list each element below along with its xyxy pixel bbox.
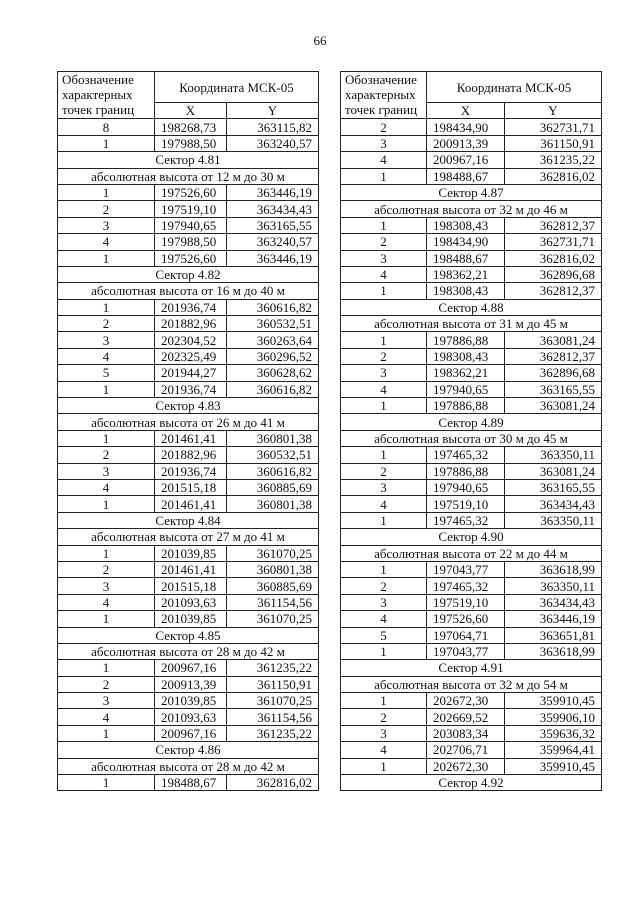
- y-coordinate: 360532,51: [227, 447, 319, 463]
- table-row: [58, 332, 319, 348]
- sector-row: [341, 414, 602, 430]
- sector-caption: абсолютная высота от 12 м до 30 м: [58, 168, 319, 184]
- x-coordinate: 197519,10: [427, 496, 505, 512]
- point-number: 1: [341, 643, 427, 659]
- sector-row: [341, 529, 602, 545]
- y-coordinate: 359636,32: [505, 725, 602, 741]
- sector-caption: Сектор 4.86: [58, 742, 319, 758]
- x-coordinate: 202325,49: [155, 348, 227, 364]
- sector-caption: Сектор 4.90: [341, 529, 602, 545]
- table-row: [341, 561, 602, 577]
- sector-caption: Сектор 4.92: [341, 775, 602, 791]
- y-coordinate: 363618,99: [505, 561, 602, 577]
- table-row: [58, 463, 319, 479]
- sector-caption: Сектор 4.81: [58, 152, 319, 168]
- table-row: [341, 463, 602, 479]
- header-y: Y: [505, 103, 602, 119]
- point-number: 1: [341, 758, 427, 774]
- table-row: [58, 365, 319, 381]
- point-number: 4: [341, 152, 427, 168]
- x-coordinate: 197940,65: [427, 479, 505, 495]
- y-coordinate: 362816,02: [227, 775, 319, 791]
- x-coordinate: 198362,21: [427, 266, 505, 282]
- point-number: 5: [341, 627, 427, 643]
- x-coordinate: 198434,90: [427, 119, 505, 135]
- x-coordinate: 201461,41: [155, 430, 227, 446]
- y-coordinate: 363350,11: [505, 447, 602, 463]
- sector-row: [341, 299, 602, 315]
- x-coordinate: 202672,30: [427, 758, 505, 774]
- table-row: [58, 545, 319, 561]
- x-coordinate: 197064,71: [427, 627, 505, 643]
- y-coordinate: 363446,19: [227, 250, 319, 266]
- table-row: [58, 578, 319, 594]
- table-row: [58, 348, 319, 364]
- sector-row: [58, 742, 319, 758]
- point-number: 2: [341, 234, 427, 250]
- y-coordinate: 359906,10: [505, 709, 602, 725]
- x-coordinate: 203083,34: [427, 725, 505, 741]
- sector-row: [341, 316, 602, 332]
- sector-row: [341, 775, 602, 791]
- x-coordinate: 197465,32: [427, 447, 505, 463]
- y-coordinate: 363165,55: [505, 479, 602, 495]
- sector-caption: абсолютная высота от 32 м до 46 м: [341, 201, 602, 217]
- sector-row: [58, 283, 319, 299]
- sector-caption: абсолютная высота от 30 м до 45 м: [341, 430, 602, 446]
- y-coordinate: 363651,81: [505, 627, 602, 643]
- point-number: 1: [341, 168, 427, 184]
- x-coordinate: 202672,30: [427, 693, 505, 709]
- sector-row: [341, 184, 602, 200]
- point-number: 1: [341, 693, 427, 709]
- table-row: [58, 725, 319, 741]
- table-row: [341, 348, 602, 364]
- y-coordinate: 361150,91: [227, 676, 319, 692]
- y-coordinate: 361235,22: [505, 152, 602, 168]
- y-coordinate: 363081,24: [505, 463, 602, 479]
- y-coordinate: 361150,91: [505, 135, 602, 151]
- point-number: 1: [58, 135, 155, 151]
- point-number: 5: [58, 365, 155, 381]
- x-coordinate: 201944,27: [155, 365, 227, 381]
- x-coordinate: 197526,60: [155, 184, 227, 200]
- table-row: [58, 217, 319, 233]
- y-coordinate: 360885,69: [227, 578, 319, 594]
- point-number: 1: [58, 611, 155, 627]
- x-coordinate: 201461,41: [155, 496, 227, 512]
- point-number: 1: [58, 545, 155, 561]
- x-coordinate: 200967,16: [155, 660, 227, 676]
- y-coordinate: 363618,99: [505, 643, 602, 659]
- x-coordinate: 198488,67: [155, 775, 227, 791]
- x-coordinate: 197519,10: [427, 594, 505, 610]
- y-coordinate: 361235,22: [227, 660, 319, 676]
- x-coordinate: 197886,88: [427, 463, 505, 479]
- table-row: [341, 693, 602, 709]
- x-coordinate: 201936,74: [155, 463, 227, 479]
- point-number: 1: [341, 398, 427, 414]
- table-row: [341, 578, 602, 594]
- point-number: 1: [58, 381, 155, 397]
- y-coordinate: 363081,24: [505, 398, 602, 414]
- y-coordinate: 360628,62: [227, 365, 319, 381]
- x-coordinate: 202706,71: [427, 742, 505, 758]
- sector-row: [58, 414, 319, 430]
- y-coordinate: 360616,82: [227, 381, 319, 397]
- table-row: [341, 447, 602, 463]
- header-point-label: Обозначение характерных точек границ: [58, 72, 155, 119]
- y-coordinate: 360263,64: [227, 332, 319, 348]
- table-row: [341, 168, 602, 184]
- table-row: [341, 758, 602, 774]
- y-coordinate: 361154,56: [227, 594, 319, 610]
- point-number: 4: [341, 742, 427, 758]
- x-coordinate: 198308,43: [427, 283, 505, 299]
- sector-caption: абсолютная высота от 32 м до 54 м: [341, 676, 602, 692]
- x-coordinate: 200913,39: [155, 676, 227, 692]
- coordinates-table-right: [340, 71, 602, 791]
- y-coordinate: 360885,69: [227, 479, 319, 495]
- sector-row: [58, 398, 319, 414]
- point-number: 1: [341, 217, 427, 233]
- table-row: [341, 283, 602, 299]
- point-number: 2: [58, 316, 155, 332]
- sector-caption: Сектор 4.88: [341, 299, 602, 315]
- header-y: Y: [227, 103, 319, 119]
- x-coordinate: 201039,85: [155, 611, 227, 627]
- point-number: 1: [58, 725, 155, 741]
- table-row: [341, 332, 602, 348]
- point-number: 2: [58, 447, 155, 463]
- y-coordinate: 363434,43: [505, 496, 602, 512]
- y-coordinate: 363115,82: [227, 119, 319, 135]
- sector-caption: Сектор 4.84: [58, 512, 319, 528]
- table-row: [341, 709, 602, 725]
- x-coordinate: 197940,65: [155, 217, 227, 233]
- table-row: [341, 234, 602, 250]
- y-coordinate: 362896,68: [505, 365, 602, 381]
- point-number: 2: [341, 119, 427, 135]
- x-coordinate: 197043,77: [427, 561, 505, 577]
- x-coordinate: 201882,96: [155, 316, 227, 332]
- sector-caption: Сектор 4.83: [58, 398, 319, 414]
- x-coordinate: 197940,65: [427, 381, 505, 397]
- point-number: 2: [58, 676, 155, 692]
- point-number: 2: [341, 463, 427, 479]
- point-number: 2: [341, 709, 427, 725]
- x-coordinate: 198362,21: [427, 365, 505, 381]
- table-row: [341, 381, 602, 397]
- point-number: 3: [341, 594, 427, 610]
- y-coordinate: 361070,25: [227, 693, 319, 709]
- x-coordinate: 197519,10: [155, 201, 227, 217]
- point-number: 3: [341, 135, 427, 151]
- x-coordinate: 201461,41: [155, 561, 227, 577]
- x-coordinate: 197886,88: [427, 398, 505, 414]
- y-coordinate: 362816,02: [505, 250, 602, 266]
- y-coordinate: 360532,51: [227, 316, 319, 332]
- table-row: [58, 594, 319, 610]
- header-coordinate-label: Координата МСК-05: [427, 72, 602, 103]
- y-coordinate: 362812,37: [505, 348, 602, 364]
- x-coordinate: 201936,74: [155, 381, 227, 397]
- x-coordinate: 201515,18: [155, 578, 227, 594]
- sector-caption: абсолютная высота от 27 м до 41 м: [58, 529, 319, 545]
- table-row: [341, 496, 602, 512]
- y-coordinate: 363165,55: [227, 217, 319, 233]
- point-number: 3: [58, 693, 155, 709]
- table-row: [58, 135, 319, 151]
- table-row: [341, 611, 602, 627]
- table-row: [58, 430, 319, 446]
- x-coordinate: 197988,50: [155, 234, 227, 250]
- table-row: [341, 742, 602, 758]
- table-row: [58, 676, 319, 692]
- x-coordinate: 202669,52: [427, 709, 505, 725]
- y-coordinate: 362812,37: [505, 283, 602, 299]
- point-number: 3: [341, 479, 427, 495]
- y-coordinate: 360801,38: [227, 561, 319, 577]
- sector-row: [341, 545, 602, 561]
- point-number: 4: [58, 234, 155, 250]
- table-row: [341, 250, 602, 266]
- point-number: 1: [341, 512, 427, 528]
- table-body-right: [341, 119, 602, 791]
- table-body-left: [58, 119, 319, 791]
- y-coordinate: 363446,19: [227, 184, 319, 200]
- table-row: [58, 561, 319, 577]
- sector-row: [58, 266, 319, 282]
- x-coordinate: 200967,16: [427, 152, 505, 168]
- sector-caption: абсолютная высота от 16 м до 40 м: [58, 283, 319, 299]
- point-number: 1: [58, 299, 155, 315]
- point-number: 1: [58, 430, 155, 446]
- y-coordinate: 362731,71: [505, 119, 602, 135]
- point-number: 4: [58, 479, 155, 495]
- point-number: 1: [341, 561, 427, 577]
- header-x: X: [155, 103, 227, 119]
- table-row: [58, 250, 319, 266]
- y-coordinate: 361070,25: [227, 611, 319, 627]
- y-coordinate: 360801,38: [227, 430, 319, 446]
- y-coordinate: 359964,41: [505, 742, 602, 758]
- y-coordinate: 360801,38: [227, 496, 319, 512]
- table-row: [58, 496, 319, 512]
- coordinates-table-left: [57, 71, 319, 791]
- x-coordinate: 198308,43: [427, 217, 505, 233]
- table-row: [58, 775, 319, 791]
- table-row: [58, 119, 319, 135]
- sector-caption: Сектор 4.87: [341, 184, 602, 200]
- x-coordinate: 197988,50: [155, 135, 227, 151]
- sector-caption: абсолютная высота от 31 м до 45 м: [341, 316, 602, 332]
- x-coordinate: 201936,74: [155, 299, 227, 315]
- table-row: [58, 381, 319, 397]
- y-coordinate: 363165,55: [505, 381, 602, 397]
- table-row: [341, 627, 602, 643]
- y-coordinate: 359910,45: [505, 758, 602, 774]
- sector-caption: Сектор 4.89: [341, 414, 602, 430]
- point-number: 1: [341, 283, 427, 299]
- x-coordinate: 198488,67: [427, 168, 505, 184]
- table-row: [341, 725, 602, 741]
- x-coordinate: 200913,39: [427, 135, 505, 151]
- y-coordinate: 363446,19: [505, 611, 602, 627]
- x-coordinate: 197526,60: [155, 250, 227, 266]
- header-point-label: Обозначение характерных точек границ: [341, 72, 427, 119]
- table-row: [341, 119, 602, 135]
- sector-row: [58, 758, 319, 774]
- y-coordinate: 360296,52: [227, 348, 319, 364]
- x-coordinate: 198434,90: [427, 234, 505, 250]
- sector-caption: абсолютная высота от 28 м до 42 м: [58, 643, 319, 659]
- table-row: [58, 201, 319, 217]
- table-row: [58, 234, 319, 250]
- point-number: 3: [58, 217, 155, 233]
- table-row: [341, 217, 602, 233]
- point-number: 4: [341, 611, 427, 627]
- x-coordinate: 201039,85: [155, 545, 227, 561]
- y-coordinate: 363240,57: [227, 135, 319, 151]
- point-number: 4: [58, 594, 155, 610]
- x-coordinate: 201882,96: [155, 447, 227, 463]
- point-number: 3: [341, 250, 427, 266]
- point-number: 1: [58, 775, 155, 791]
- sector-caption: абсолютная высота от 26 м до 41 м: [58, 414, 319, 430]
- y-coordinate: 363240,57: [227, 234, 319, 250]
- point-number: 2: [341, 348, 427, 364]
- x-coordinate: 202304,52: [155, 332, 227, 348]
- header-coordinate-label: Координата МСК-05: [155, 72, 319, 103]
- x-coordinate: 201093,63: [155, 594, 227, 610]
- table-row: [58, 611, 319, 627]
- point-number: 2: [58, 201, 155, 217]
- point-number: 1: [341, 447, 427, 463]
- table-row: [58, 316, 319, 332]
- sector-row: [341, 201, 602, 217]
- point-number: 4: [341, 381, 427, 397]
- y-coordinate: 359910,45: [505, 693, 602, 709]
- table-row: [341, 643, 602, 659]
- x-coordinate: 201093,63: [155, 709, 227, 725]
- point-number: 3: [341, 725, 427, 741]
- y-coordinate: 362816,02: [505, 168, 602, 184]
- table-row: [341, 135, 602, 151]
- point-number: 1: [58, 250, 155, 266]
- point-number: 1: [341, 332, 427, 348]
- table-row: [58, 660, 319, 676]
- y-coordinate: 361070,25: [227, 545, 319, 561]
- sector-row: [58, 168, 319, 184]
- sector-caption: Сектор 4.85: [58, 627, 319, 643]
- table-row: [58, 299, 319, 315]
- table-row: [341, 152, 602, 168]
- table-row: [58, 709, 319, 725]
- y-coordinate: 363081,24: [505, 332, 602, 348]
- point-number: 1: [58, 184, 155, 200]
- point-number: 8: [58, 119, 155, 135]
- point-number: 3: [58, 463, 155, 479]
- sector-caption: абсолютная высота от 28 м до 42 м: [58, 758, 319, 774]
- sector-row: [58, 627, 319, 643]
- y-coordinate: 362812,37: [505, 217, 602, 233]
- sector-caption: Сектор 4.91: [341, 660, 602, 676]
- x-coordinate: 197465,32: [427, 578, 505, 594]
- point-number: 3: [58, 578, 155, 594]
- x-coordinate: 197465,32: [427, 512, 505, 528]
- x-coordinate: 197526,60: [427, 611, 505, 627]
- sector-row: [58, 152, 319, 168]
- table-row: [341, 266, 602, 282]
- sector-row: [58, 529, 319, 545]
- table-row: [341, 479, 602, 495]
- sector-row: [341, 660, 602, 676]
- y-coordinate: 363434,43: [227, 201, 319, 217]
- x-coordinate: 197043,77: [427, 643, 505, 659]
- y-coordinate: 363350,11: [505, 512, 602, 528]
- header-x: X: [427, 103, 505, 119]
- point-number: 3: [58, 332, 155, 348]
- table-row: [58, 184, 319, 200]
- point-number: 4: [58, 348, 155, 364]
- table-row: [341, 512, 602, 528]
- sector-row: [341, 676, 602, 692]
- page-number: 66: [313, 33, 327, 48]
- point-number: 1: [58, 660, 155, 676]
- x-coordinate: 198268,73: [155, 119, 227, 135]
- x-coordinate: 198488,67: [427, 250, 505, 266]
- x-coordinate: 197886,88: [427, 332, 505, 348]
- table-row: [341, 594, 602, 610]
- y-coordinate: 361154,56: [227, 709, 319, 725]
- point-number: 2: [341, 578, 427, 594]
- sector-row: [58, 643, 319, 659]
- x-coordinate: 201515,18: [155, 479, 227, 495]
- point-number: 4: [341, 496, 427, 512]
- sector-caption: Сектор 4.82: [58, 266, 319, 282]
- y-coordinate: 363350,11: [505, 578, 602, 594]
- y-coordinate: 360616,82: [227, 463, 319, 479]
- point-number: 2: [58, 561, 155, 577]
- y-coordinate: 362896,68: [505, 266, 602, 282]
- y-coordinate: 361235,22: [227, 725, 319, 741]
- y-coordinate: 363434,43: [505, 594, 602, 610]
- point-number: 1: [58, 496, 155, 512]
- x-coordinate: 200967,16: [155, 725, 227, 741]
- table-row: [58, 693, 319, 709]
- sector-row: [58, 512, 319, 528]
- x-coordinate: 201039,85: [155, 693, 227, 709]
- point-number: 4: [58, 709, 155, 725]
- y-coordinate: 362731,71: [505, 234, 602, 250]
- point-number: 3: [341, 365, 427, 381]
- sector-caption: абсолютная высота от 22 м до 44 м: [341, 545, 602, 561]
- table-row: [58, 447, 319, 463]
- table-row: [341, 398, 602, 414]
- table-row: [341, 365, 602, 381]
- table-row: [58, 479, 319, 495]
- y-coordinate: 360616,82: [227, 299, 319, 315]
- x-coordinate: 198308,43: [427, 348, 505, 364]
- point-number: 4: [341, 266, 427, 282]
- sector-row: [341, 430, 602, 446]
